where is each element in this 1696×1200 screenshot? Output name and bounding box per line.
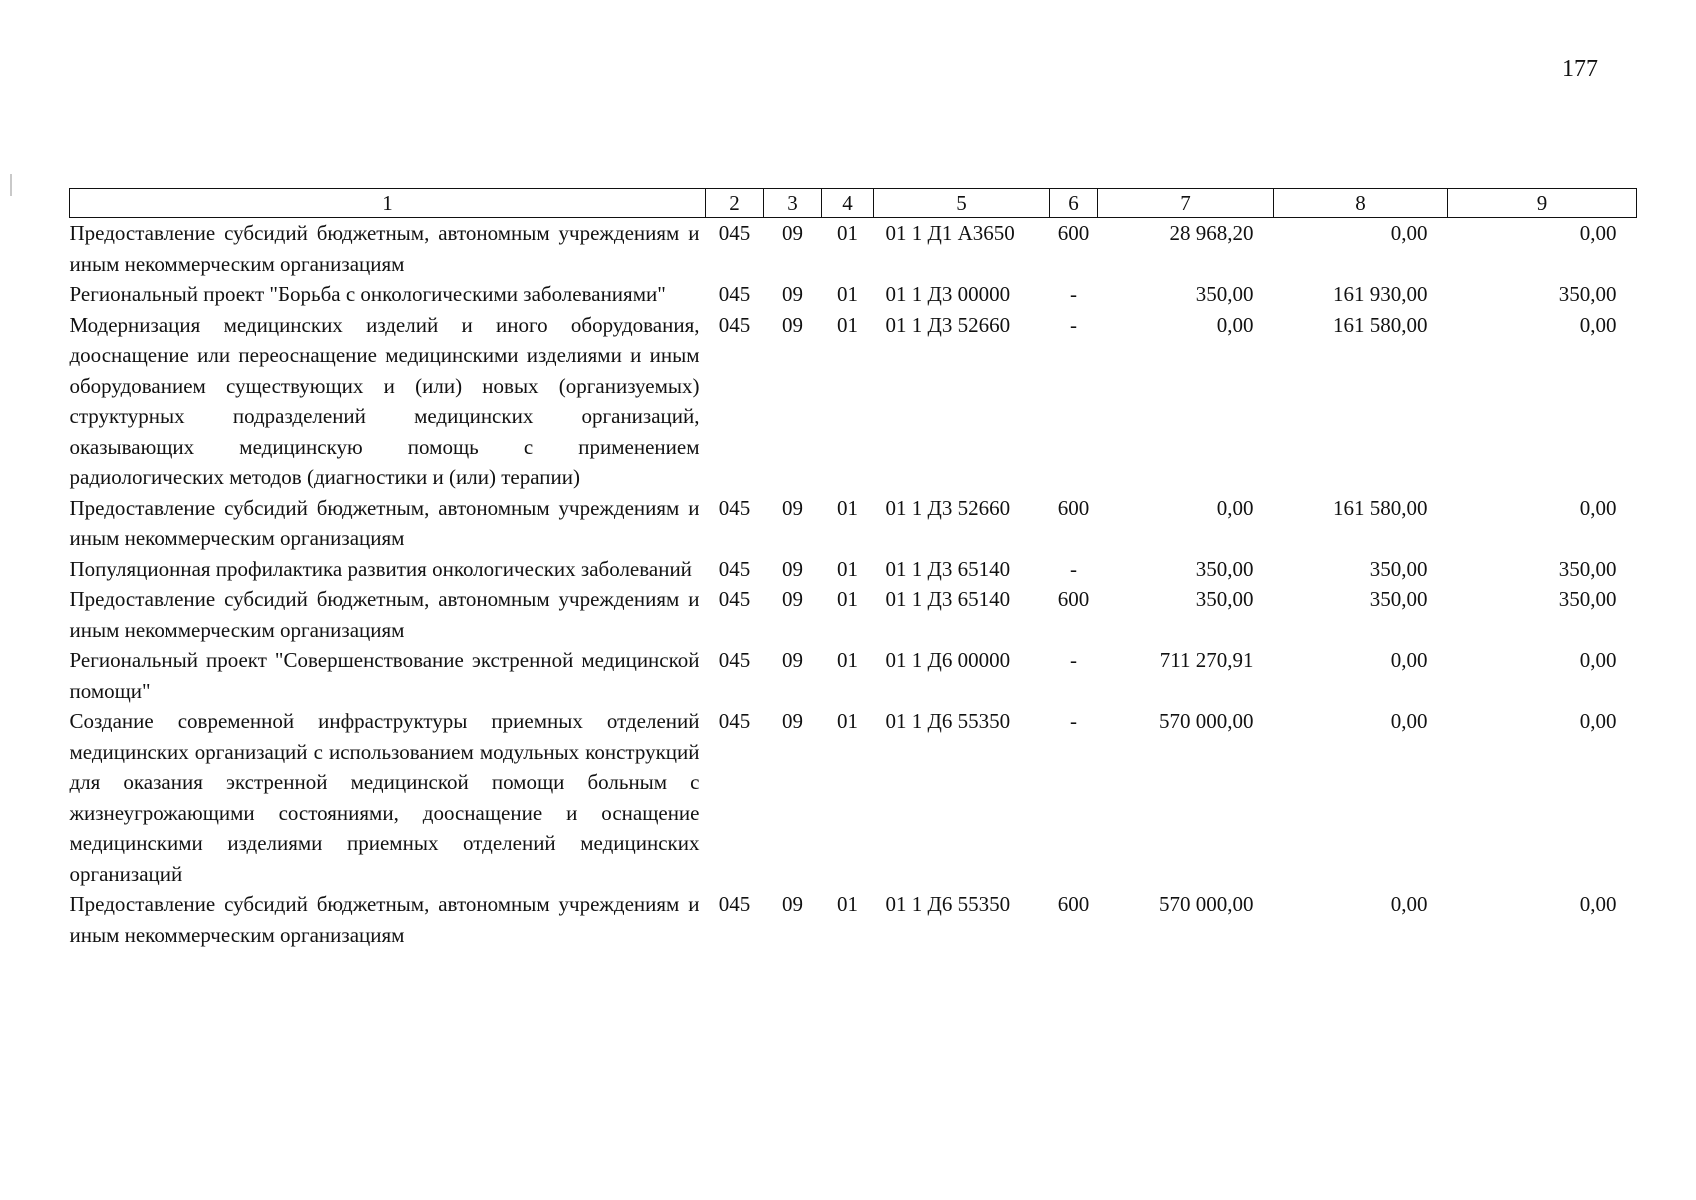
row-subsection-code: 01 (837, 312, 858, 337)
header-col-2: 2 (706, 189, 764, 218)
header-col-6: 6 (1050, 189, 1098, 218)
row-amount-col9: 0,00 (1579, 892, 1617, 916)
row-section-code: 09 (782, 556, 803, 581)
header-col-9: 9 (1448, 189, 1637, 218)
row-section-code: 09 (782, 709, 803, 733)
row-amount-col7: 350,00 (1195, 587, 1254, 611)
row-subsection-code: 01 (837, 495, 858, 520)
row-ministry-code: 045 (718, 587, 751, 611)
row-amount-col7: 570 000,00 (1159, 709, 1254, 733)
row-amount-col7: 0,00 (1216, 495, 1254, 520)
row-amount-col7: 0,00 (1216, 312, 1254, 337)
header-col-1: 1 (70, 189, 706, 218)
table-row (70, 218, 1637, 280)
row-name: Предоставление субсидий бюджетным, автономным учреждениям и иным некоммерческим организациям (69, 221, 700, 276)
header-col-7: 7 (1098, 189, 1274, 218)
row-expense-type: - (1070, 556, 1077, 581)
row-subsection-code: 01 (837, 282, 858, 306)
row-amount-col9: 0,00 (1579, 495, 1617, 520)
table-row (70, 889, 1637, 950)
row-subsection-code: 01 (837, 587, 858, 611)
row-amount-col9: 0,00 (1579, 709, 1617, 733)
table-row (70, 706, 1637, 889)
row-amount-col7: 570 000,00 (1159, 892, 1254, 916)
row-amount-col8: 350,00 (1369, 556, 1428, 581)
row-name: Предоставление субсидий бюджетным, автономным учреждениям и иным некоммерческим организациям (69, 892, 700, 947)
row-section-code: 09 (782, 892, 803, 916)
header-row (70, 189, 1637, 218)
row-amount-col9: 0,00 (1579, 312, 1617, 337)
row-section-code: 09 (782, 221, 803, 245)
row-amount-col9: 0,00 (1579, 648, 1617, 672)
row-ministry-code: 045 (718, 892, 751, 916)
header-col-4: 4 (822, 189, 874, 218)
row-name: Предоставление субсидий бюджетным, автономным учреждениям и иным некоммерческим организациям (69, 495, 700, 550)
row-ministry-code: 045 (718, 312, 751, 337)
row-target-article: 01 1 Д3 52660 (885, 312, 1011, 337)
row-target-article: 01 1 Д3 00000 (885, 282, 1011, 306)
row-expense-type: - (1070, 312, 1077, 337)
row-amount-col8: 0,00 (1390, 709, 1428, 733)
row-amount-col8: 0,00 (1390, 221, 1428, 245)
row-amount-col7: 350,00 (1195, 282, 1254, 306)
row-expense-type: 600 (1057, 495, 1090, 520)
table-row (70, 584, 1637, 645)
row-ministry-code: 045 (718, 648, 751, 672)
page-number: 177 (1562, 56, 1598, 82)
table-row (70, 554, 1637, 585)
row-amount-col8: 0,00 (1390, 892, 1428, 916)
row-name: Популяционная профилактика развития онкологических заболеваний (69, 556, 692, 581)
row-ministry-code: 045 (718, 282, 751, 306)
row-amount-col9: 0,00 (1579, 221, 1617, 245)
row-name: Региональный проект "Совершенствование экстренной медицинской помощи" (69, 648, 700, 703)
row-section-code: 09 (782, 648, 803, 672)
row-section-code: 09 (782, 587, 803, 611)
row-name: Создание современной инфраструктуры приемных отделений медицинских организаций с использованием модульных конструкций для оказания экстренной медицинской помощи больным с жизнеугрожающими состояниями, дооснащение и оснащение медицинскими изделиями приемных отделений медицинских организаций (69, 709, 700, 886)
row-section-code: 09 (782, 282, 803, 306)
row-name: Модернизация медицинских изделий и иного оборудования, дооснащение или переоснащение медицинскими изделиями и иным оборудованием существующих и (или) новых (организуемых) структурных подразделений медицинских организаций, оказывающих медицинскую помощь с применением радиологических методов (диагностики и (или) терапии) (69, 312, 700, 489)
table-header (70, 189, 1637, 218)
row-target-article: 01 1 Д6 55350 (885, 892, 1011, 916)
row-ministry-code: 045 (718, 556, 751, 581)
row-amount-col9: 350,00 (1558, 282, 1617, 306)
row-target-article: 01 1 Д1 А3650 (885, 221, 1015, 245)
row-amount-col7: 350,00 (1195, 556, 1254, 581)
row-subsection-code: 01 (837, 648, 858, 672)
header-col-8: 8 (1274, 189, 1448, 218)
scan-margin-mark (10, 174, 12, 196)
row-expense-type: 600 (1057, 221, 1090, 245)
row-target-article: 01 1 Д3 65140 (885, 587, 1011, 611)
row-expense-type: - (1070, 282, 1077, 306)
row-amount-col8: 161 930,00 (1333, 282, 1428, 306)
row-amount-col7: 28 968,20 (1169, 221, 1254, 245)
row-amount-col8: 350,00 (1369, 587, 1428, 611)
row-name: Предоставление субсидий бюджетным, автономным учреждениям и иным некоммерческим организациям (69, 587, 700, 642)
row-amount-col8: 161 580,00 (1333, 312, 1428, 337)
row-amount-col9: 350,00 (1558, 587, 1617, 611)
row-ministry-code: 045 (718, 221, 751, 245)
budget-table (69, 188, 1637, 950)
row-section-code: 09 (782, 312, 803, 337)
row-expense-type: 600 (1057, 892, 1090, 916)
row-subsection-code: 01 (837, 892, 858, 916)
row-amount-col8: 0,00 (1390, 648, 1428, 672)
row-target-article: 01 1 Д6 55350 (885, 709, 1011, 733)
row-amount-col8: 161 580,00 (1333, 495, 1428, 520)
row-subsection-code: 01 (837, 709, 858, 733)
row-subsection-code: 01 (837, 221, 858, 245)
header-col-5: 5 (874, 189, 1050, 218)
row-expense-type: - (1070, 648, 1077, 672)
row-subsection-code: 01 (837, 556, 858, 581)
row-ministry-code: 045 (718, 495, 751, 520)
row-amount-col7: 711 270,91 (1159, 648, 1254, 672)
table-row (70, 645, 1637, 706)
table-body (70, 218, 1637, 951)
row-ministry-code: 045 (718, 709, 751, 733)
row-expense-type: - (1070, 709, 1077, 733)
header-col-3: 3 (764, 189, 822, 218)
row-target-article: 01 1 Д3 52660 (885, 495, 1011, 520)
row-section-code: 09 (782, 495, 803, 520)
table-row (70, 279, 1637, 310)
row-amount-col9: 350,00 (1558, 556, 1617, 581)
row-target-article: 01 1 Д6 00000 (885, 648, 1011, 672)
table-row (70, 493, 1637, 554)
table-row (70, 310, 1637, 493)
row-expense-type: 600 (1057, 587, 1090, 611)
row-target-article: 01 1 Д3 65140 (885, 556, 1011, 581)
row-name: Региональный проект "Борьба с онкологическими заболеваниями" (69, 282, 666, 306)
